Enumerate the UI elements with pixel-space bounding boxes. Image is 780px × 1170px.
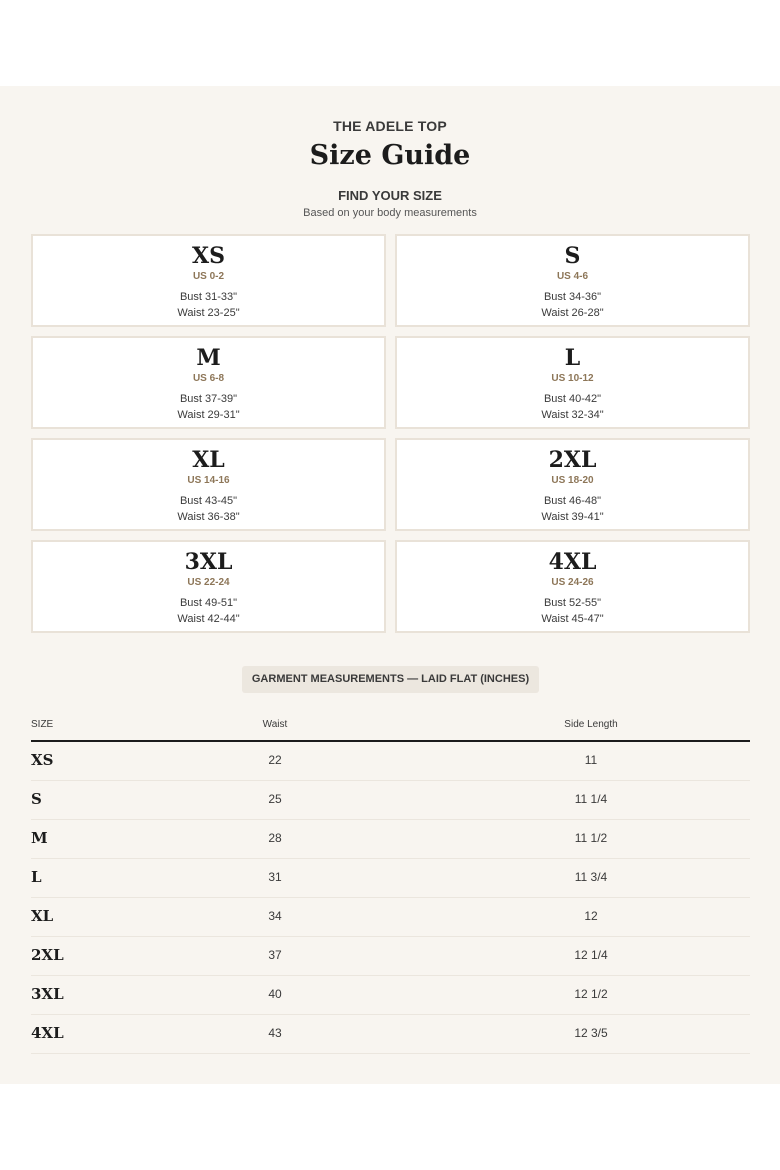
size-card-s	[395, 234, 750, 327]
table-header	[31, 710, 750, 742]
row-waist: 40	[268, 987, 282, 1001]
card-waist: Waist 23-25"	[177, 307, 240, 319]
garment-measurements-label: GARMENT MEASUREMENTS — LAID FLAT (INCHES)	[242, 666, 539, 693]
row-waist: 22	[268, 753, 282, 767]
column-header-size: SIZE	[31, 719, 54, 730]
card-bust: Bust 37-39"	[179, 393, 238, 405]
row-side-length: 11 3/4	[574, 870, 608, 884]
row-waist: 28	[268, 831, 282, 845]
table-row	[31, 976, 750, 1015]
table-row	[31, 781, 750, 820]
size-card-2xl	[395, 438, 750, 531]
table-row	[31, 937, 750, 976]
card-us-size: US 24-26	[551, 577, 594, 588]
column-header-side-length: Side Length	[564, 719, 618, 730]
card-size-label: 3XL	[184, 549, 233, 575]
card-size-label: XS	[192, 243, 225, 269]
card-size-label: 2XL	[548, 447, 597, 473]
row-waist: 43	[268, 1026, 282, 1040]
card-us-size: US 22-24	[187, 577, 230, 588]
card-waist: Waist 42-44"	[177, 613, 240, 625]
size-card-4xl	[395, 540, 750, 633]
card-us-size: US 10-12	[551, 373, 594, 384]
row-size: XL	[31, 907, 54, 925]
size-guide-panel	[0, 86, 780, 1084]
card-waist: Waist 36-38"	[177, 511, 240, 523]
table-row	[31, 859, 750, 898]
size-card-xs	[31, 234, 386, 327]
row-size: 2XL	[31, 946, 64, 964]
row-size: 3XL	[31, 985, 64, 1003]
row-waist: 25	[268, 792, 282, 806]
card-waist: Waist 26-28"	[541, 307, 604, 319]
table-row	[31, 898, 750, 937]
row-waist: 31	[268, 870, 282, 884]
card-bust: Bust 31-33"	[179, 291, 238, 303]
size-card-3xl	[31, 540, 386, 633]
find-size-subtitle: Based on your body measurements	[303, 207, 477, 219]
card-size-label: L	[564, 345, 581, 371]
row-side-length: 11 1/2	[574, 831, 608, 845]
row-size: XS	[31, 751, 54, 769]
card-bust: Bust 34-36"	[543, 291, 602, 303]
size-card-xl	[31, 438, 386, 531]
product-name: THE ADELE TOP	[333, 118, 447, 134]
row-size: S	[31, 790, 42, 808]
table-row	[31, 742, 750, 781]
find-size-heading: FIND YOUR SIZE	[338, 188, 442, 203]
garment-measurements-table	[31, 710, 750, 1054]
row-size: L	[31, 868, 42, 886]
table-row	[31, 1015, 750, 1054]
row-waist: 34	[268, 909, 282, 923]
card-waist: Waist 32-34"	[541, 409, 604, 421]
card-waist: Waist 45-47"	[541, 613, 604, 625]
card-us-size: US 18-20	[551, 475, 594, 486]
card-bust: Bust 52-55"	[543, 597, 602, 609]
row-size: M	[31, 829, 48, 847]
card-us-size: US 14-16	[187, 475, 230, 486]
card-bust: Bust 43-45"	[179, 495, 238, 507]
size-card-m	[31, 336, 386, 429]
card-size-label: S	[564, 243, 581, 269]
page-title: Size Guide	[309, 140, 471, 171]
row-size: 4XL	[31, 1024, 64, 1042]
card-size-label: M	[196, 345, 221, 371]
size-cards-grid	[31, 234, 750, 633]
card-size-label: 4XL	[548, 549, 597, 575]
card-bust: Bust 40-42"	[543, 393, 602, 405]
card-us-size: US 0-2	[192, 271, 225, 282]
row-waist: 37	[268, 948, 282, 962]
card-us-size: US 6-8	[192, 373, 225, 384]
card-size-label: XL	[192, 447, 225, 473]
column-header-waist: Waist	[262, 719, 288, 730]
card-waist: Waist 29-31"	[177, 409, 240, 421]
row-side-length: 11 1/4	[574, 792, 608, 806]
card-bust: Bust 46-48"	[543, 495, 602, 507]
card-bust: Bust 49-51"	[179, 597, 238, 609]
row-side-length: 11	[584, 753, 598, 767]
card-us-size: US 4-6	[556, 271, 589, 282]
card-waist: Waist 39-41"	[541, 511, 604, 523]
table-row	[31, 820, 750, 859]
row-side-length: 12 1/2	[574, 987, 608, 1001]
row-side-length: 12 1/4	[574, 948, 608, 962]
row-side-length: 12 3/5	[574, 1026, 608, 1040]
size-card-l	[395, 336, 750, 429]
row-side-length: 12	[584, 909, 598, 923]
